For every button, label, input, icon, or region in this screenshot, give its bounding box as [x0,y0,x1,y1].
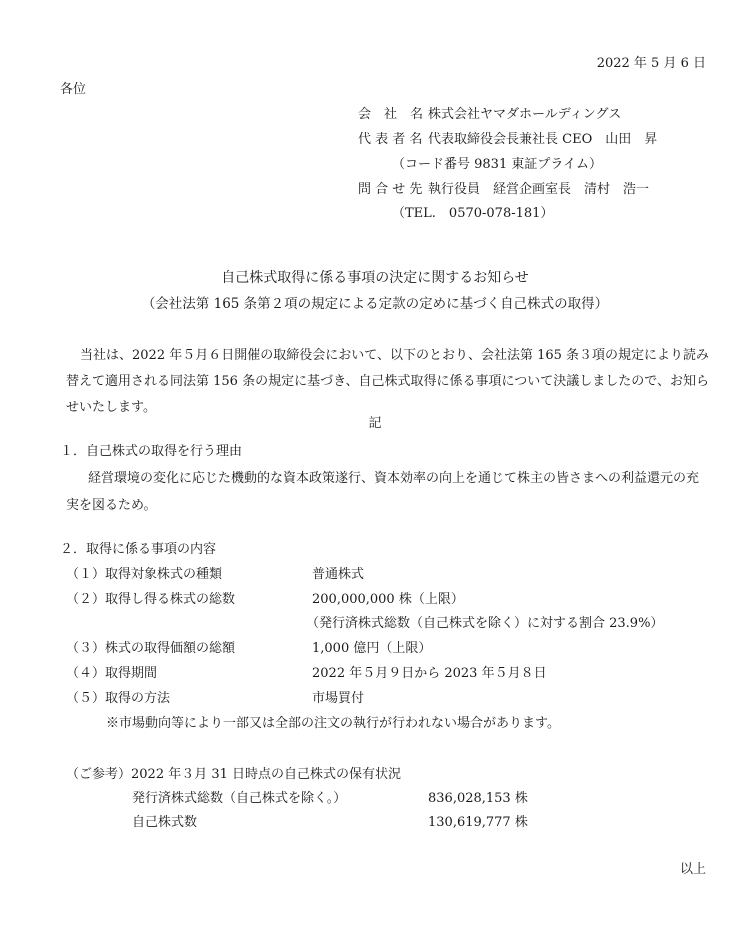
representative-name: 代表取締役会長兼社長 CEO 山田 昇 [428,132,658,147]
item-value-note: （発行済株式総数（自己株式を除く）に対する割合 23.9%） [306,616,664,631]
item-value: 200,000,000 株（上限） [312,592,464,607]
item-label: （３）株式の取得価額の総額 [66,641,236,656]
closing-ijo: 以上 [679,862,706,877]
document-date: 2022 年 5 月 6 日 [596,56,706,71]
addressee: 各位 [60,82,87,97]
ki-marker: 記 [368,416,382,431]
contact-person: 執行役員 経営企画室長 清村 浩一 [428,182,650,197]
document-title: 自己株式取得に係る事項の決定に関するお知らせ [221,270,529,286]
item-label: （４）取得期間 [66,666,158,681]
item-value: 市場買付 [312,691,365,706]
item-value: 1,000 億円（上限） [312,641,432,656]
intro-paragraph: 当社は、2022 年５月６日開催の取締役会において、以下のとおり、会社法第 165 条３項の規定により読み替えて適用される同法第 156 条の規定に基づき、自己株式取得に係る事項について決議しましたので、お知らせいたします。 [66,348,710,415]
stock-code: （コード番号 9831 東証プライム） [392,157,602,172]
section2-heading: ２．取得に係る事項の内容 [60,542,217,557]
item-value: 普通株式 [312,567,365,582]
section1-body: 経営環境の変化に応じた機動的な資本政策遂行、資本効率の向上を通じて株主の皆さまへの利益還元の充実を図るため。 [66,471,700,513]
company-name: 株式会社ヤマダホールディングス [428,107,622,122]
item-label: （２）取得し得る株式の総数 [66,592,236,607]
contact-phone: （TEL. 0570-078-181） [392,206,554,221]
section2-note: ※市場動向等により一部又は全部の注文の執行が行われない場合があります。 [106,716,560,731]
document-subtitle: （会社法第 165 条第２項の規定による定款の定めに基づく自己株式の取得） [141,296,609,312]
reference-row-value: 130,619,777 株 [428,815,528,830]
company-name-label: 会 社 名 [358,107,424,122]
item-value: 2022 年５月９日から 2023 年５月８日 [312,666,547,681]
item-label: （１）取得対象株式の種類 [66,567,223,582]
section1-heading: １．自己株式の取得を行う理由 [60,444,243,459]
reference-heading: （ご参考）2022 年３月 31 日時点の自己株式の保有状況 [66,767,402,782]
representative-label: 代 表 者 名 [358,132,423,147]
reference-row-value: 836,028,153 株 [428,791,528,806]
item-label: （５）取得の方法 [66,691,171,706]
contact-label: 問 合 せ 先 [358,182,423,197]
reference-row-label: 自己株式数 [132,815,198,830]
reference-row-label: 発行済株式総数（自己株式を除く。） [132,791,347,806]
